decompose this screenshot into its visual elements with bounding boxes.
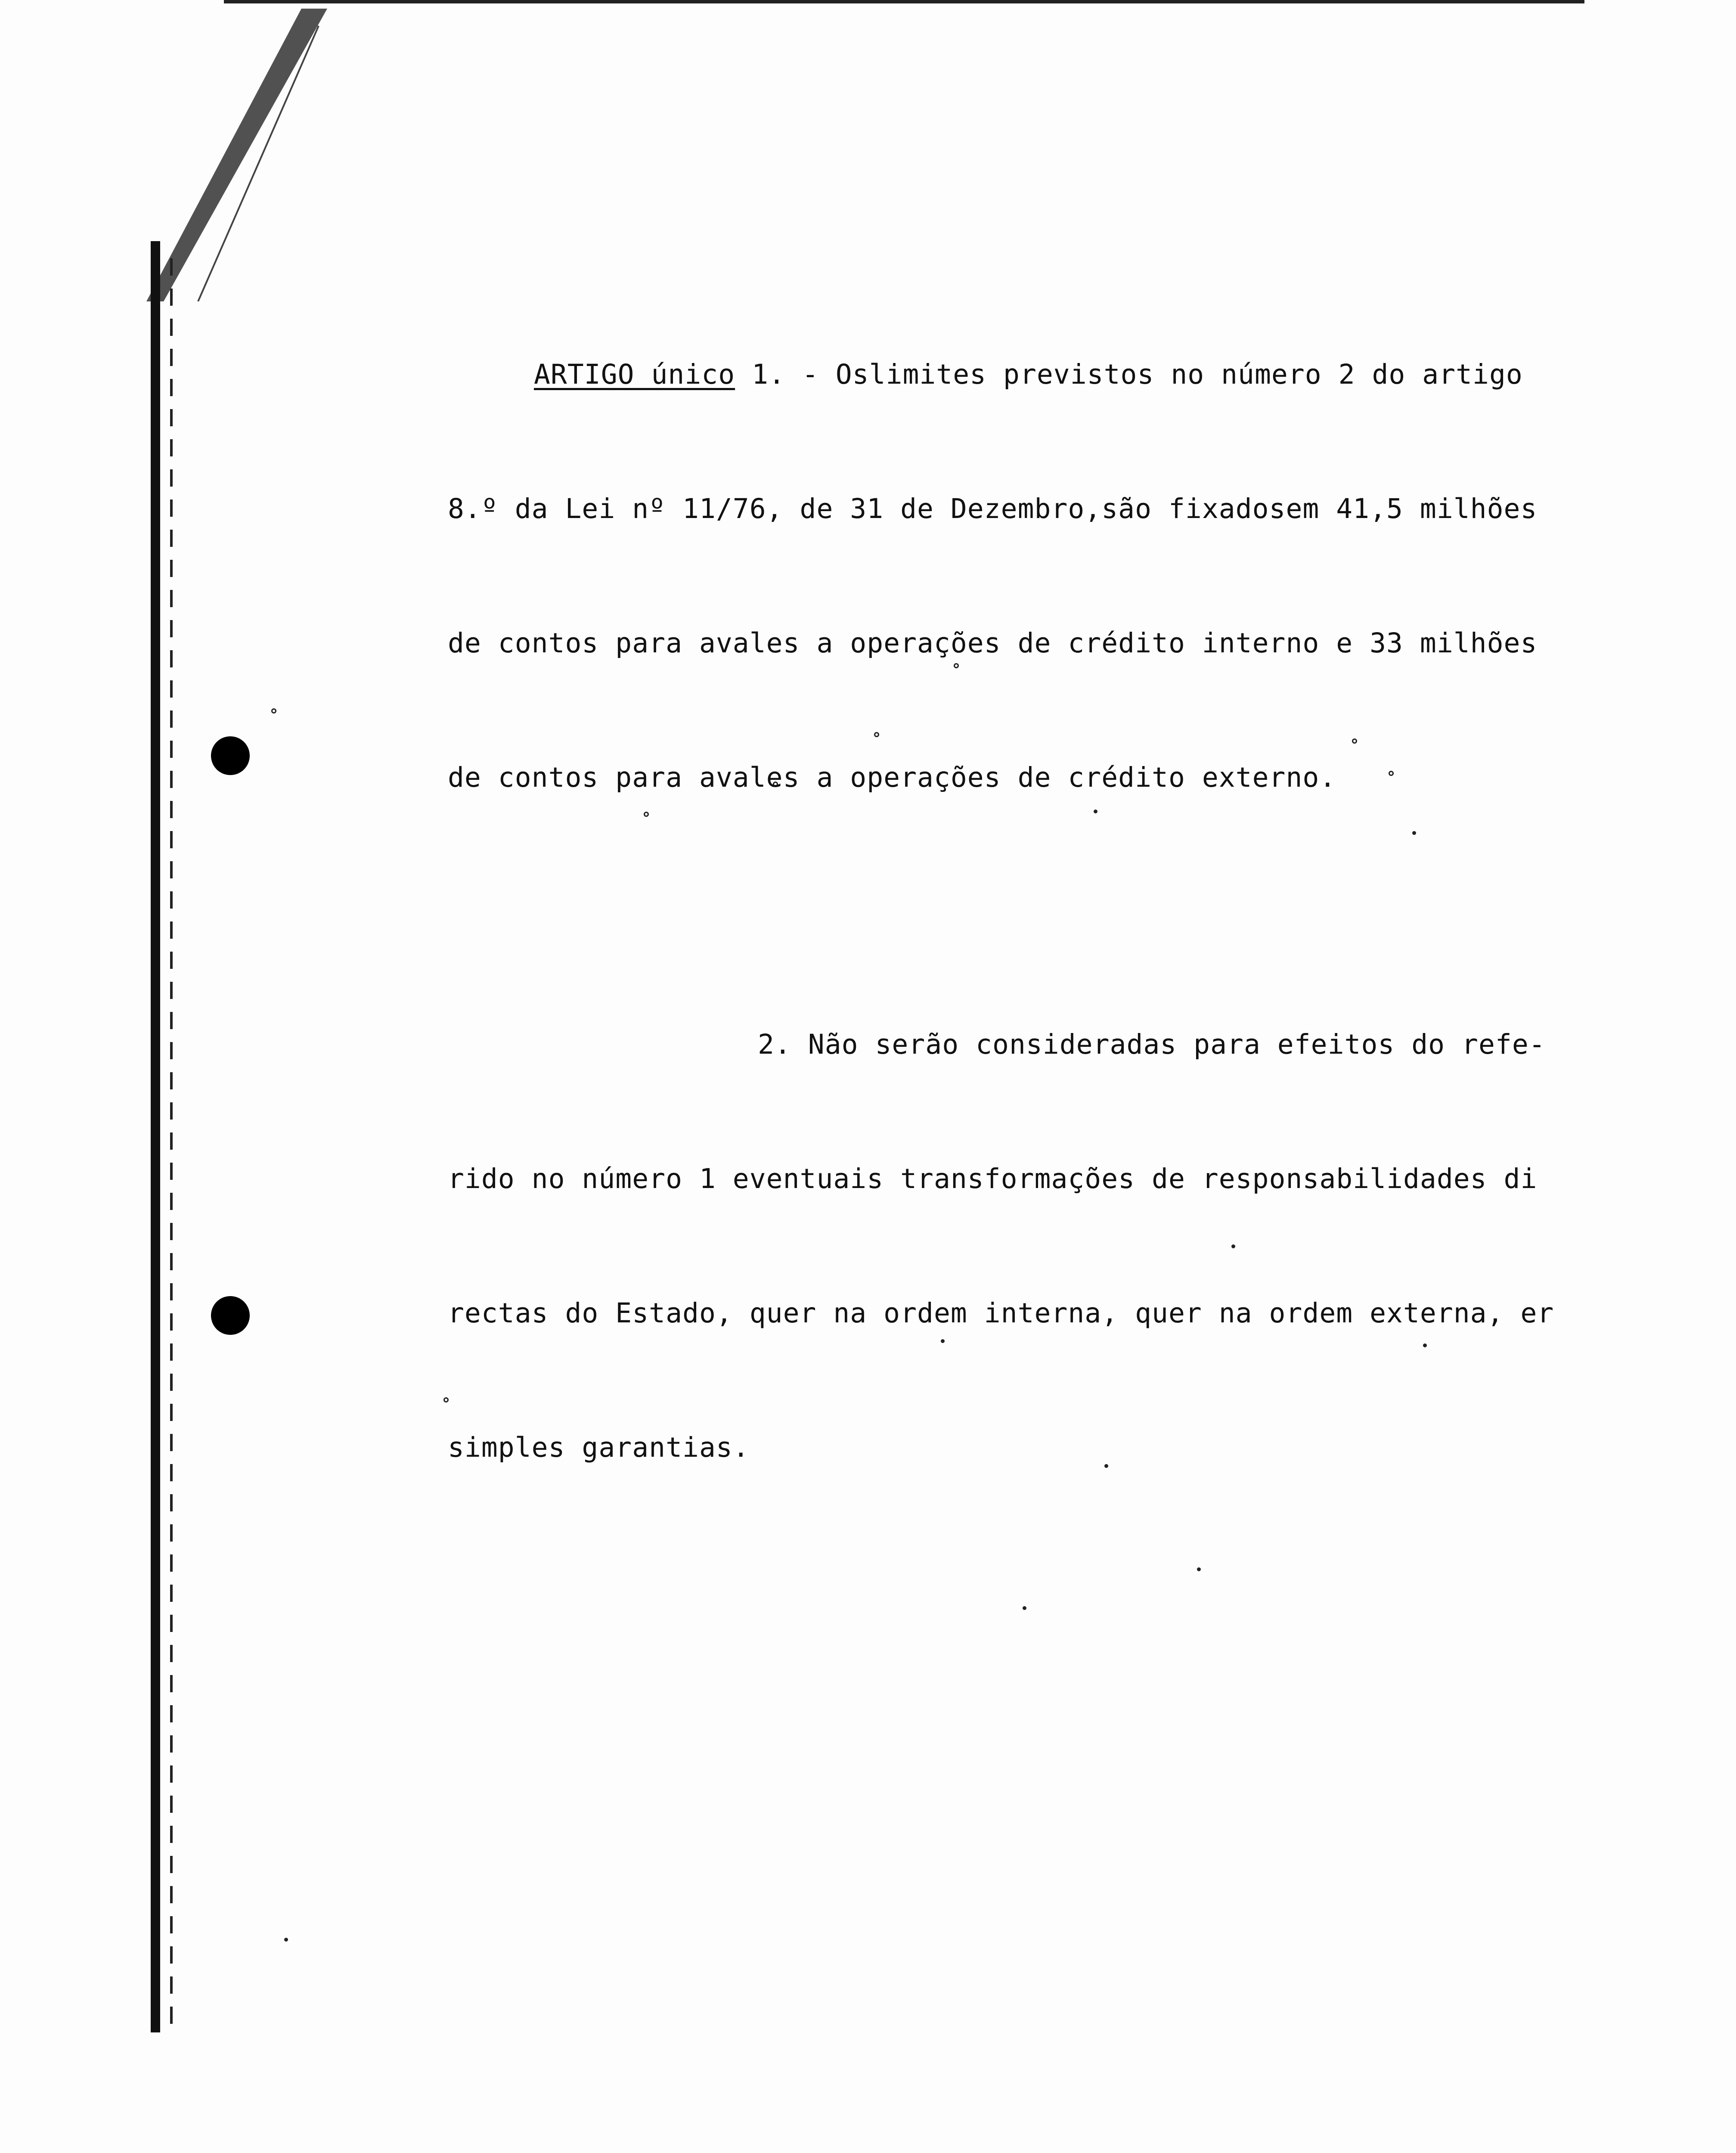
paragraph-1	[448, 263, 1584, 890]
punch-hole-bottom	[211, 1296, 250, 1335]
paragraph-1-line-2: 8.º da Lei nº 11/76, de 31 de Dezembro,são fixadosem 41,5 milhões	[448, 493, 1538, 524]
paragraph-1-line-3: de contos para avales a operações de crédito interno e 33 milhões	[448, 627, 1538, 659]
paragraph-1-line-1: ARTIGO único 1. - Oslimites previstos no número 2 do artigo	[534, 359, 1523, 390]
paragraph-1-line-4: de contos para avales a operações de crédito externo.	[448, 762, 1336, 793]
paragraph-2-line-3: rectas do Estado, quer na ordem interna, quer na ordem externa, er	[448, 1297, 1554, 1329]
scan-dot	[1197, 1567, 1201, 1571]
article-heading: ARTIGO único	[534, 359, 735, 390]
page-top-edge	[224, 0, 1584, 3]
page-left-binding-shadow	[170, 258, 173, 2024]
scan-dot	[1023, 1606, 1026, 1610]
paragraph-2-line-2: rido no número 1 eventuais transformações de responsabilidades di	[448, 1163, 1538, 1194]
article-text	[448, 263, 1584, 1560]
page-left-binding-edge	[151, 241, 160, 2032]
paragraph-2-line-4: simples garantias.	[448, 1432, 750, 1463]
paragraph-2-line-1: 2. Não serão consideradas para efeitos do refe-	[758, 1029, 1546, 1060]
scan-dot	[284, 1938, 288, 1942]
corner-fold-mark	[146, 9, 327, 301]
scan-speck	[271, 708, 276, 714]
paragraph-2	[448, 933, 1584, 1560]
punch-hole-top	[211, 736, 250, 775]
